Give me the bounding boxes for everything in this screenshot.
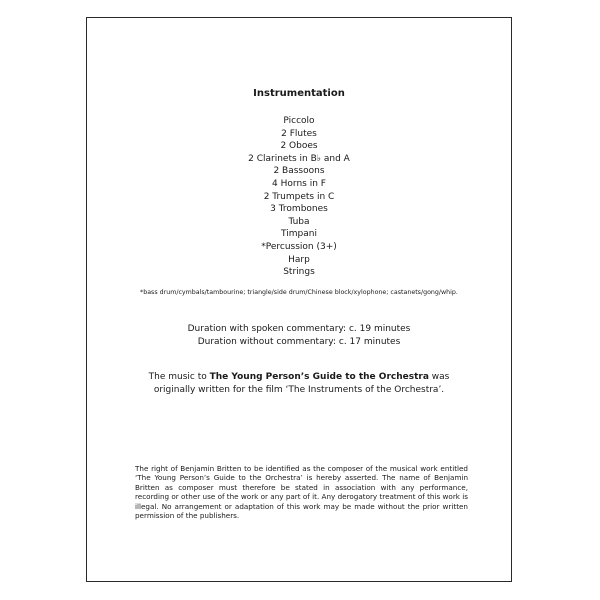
instrument-item: Piccolo — [283, 116, 315, 126]
instrument-item: Tuba — [288, 216, 310, 227]
percussion-footnote: *bass drum/cymbals/tambourine; triangle/side drum/Chinese block/xylophone; castanets/gong/whip. — [140, 289, 458, 296]
origin-note-line1 — [87, 371, 511, 384]
instrument-item: Strings — [283, 267, 315, 278]
work-title: The Young Person’s Guide to the Orchestra — [209, 372, 429, 382]
origin-note-line2: originally written for the film ‘The Instruments of the Orchestra’. — [153, 385, 445, 395]
instrument-item: 2 Flutes — [281, 128, 317, 139]
instrument-item: 2 Trumpets in C — [263, 191, 335, 202]
origin-note-suffix: was — [428, 372, 450, 382]
instrument-item: *Percussion (3+) — [261, 241, 337, 252]
instrument-item: 2 Oboes — [280, 141, 318, 152]
instrument-item: 2 Clarinets in B♭ and A — [248, 153, 350, 164]
origin-note — [87, 371, 511, 397]
instrument-item: 3 Trombones — [270, 204, 328, 215]
instrument-item: 4 Horns in F — [272, 178, 326, 189]
instrument-item: Timpani — [281, 229, 317, 240]
instrument-list — [87, 115, 511, 279]
instrumentation-heading: Instrumentation — [253, 88, 345, 99]
duration-with-commentary: Duration with spoken commentary: c. 19 minutes — [187, 324, 411, 334]
duration-without-commentary: Duration without commentary: c. 17 minutes — [197, 337, 401, 347]
duration-block — [87, 323, 511, 349]
rights-notice: The right of Benjamin Britten to be identified as the composer of the musical work entitled ‘The Young Person’s Guide to the Orchestra’ is hereby asserted. The name of Benjamin Britten as composer must therefore be stated in association with any performance, recording or other use of the work or any part of it. Any derogatory treatment of this work is illegal. No arrangement or adaptation of this work may be made without the prior written permission of the publishers. — [135, 464, 468, 521]
instrument-item: 2 Bassoons — [273, 166, 325, 177]
origin-note-prefix: The music to — [148, 372, 210, 382]
instrument-item: Harp — [288, 254, 310, 265]
score-page — [86, 17, 512, 582]
